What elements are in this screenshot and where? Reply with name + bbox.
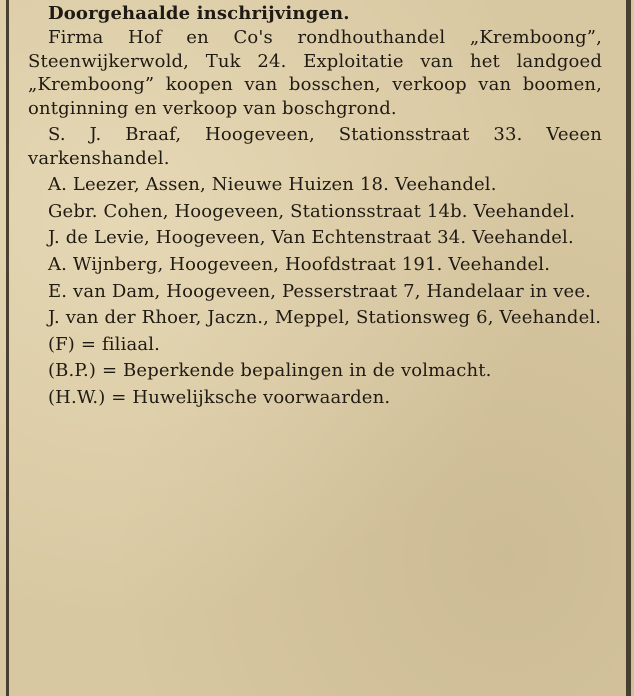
- section-heading: Doorgehaalde inschrijvingen.: [48, 3, 350, 24]
- registration-entry-3: A. Leezer, Assen, Nieuwe Huizen 18. Veehandel.: [48, 174, 497, 196]
- registration-entry-2: S. J. Braaf, Hoogeveen, Stationsstraat 33. Veeen varkenshandel.: [28, 124, 602, 169]
- registration-entry-8: J. van der Rhoer, Jaczn., Meppel, Stationsweg 6, Veehandel.: [48, 307, 602, 329]
- left-column-rule: [6, 0, 9, 696]
- registration-entry-6: A. Wijnberg, Hoogeveen, Hoofdstraat 191. Veehandel.: [48, 254, 551, 275]
- registration-entry-4: Gebr. Cohen, Hoogeveen, Stationsstraat 14b. Veehandel.: [48, 200, 576, 222]
- legend-huwelijksche-voorwaarden: (H.W.) = Huwelijksche voorwaarden.: [48, 386, 391, 408]
- right-column-rule: [626, 0, 631, 696]
- registration-entry-7: E. van Dam, Hoogeveen, Pesserstraat 7, Handelaar in vee.: [48, 280, 592, 302]
- article-column: [28, 2, 602, 413]
- registration-entry-1: Firma Hof en Co's rondhouthandel „Kremboong”, Steenwijkerwold, Tuk 24. Exploitatie van het landgoed „Kremboong” koopen van bosschen, verkoop van boomen, ontginning en verkoop van boschgrond.: [28, 27, 602, 119]
- legend-filiaal: (F) = filiaal.: [48, 333, 161, 355]
- registration-entry-5: J. de Levie, Hoogeveen, Van Echtenstraat 34. Veehandel.: [48, 227, 574, 249]
- legend-beperkende-bepalingen: (B.P.) = Beperkende bepalingen in de volmacht.: [48, 360, 492, 382]
